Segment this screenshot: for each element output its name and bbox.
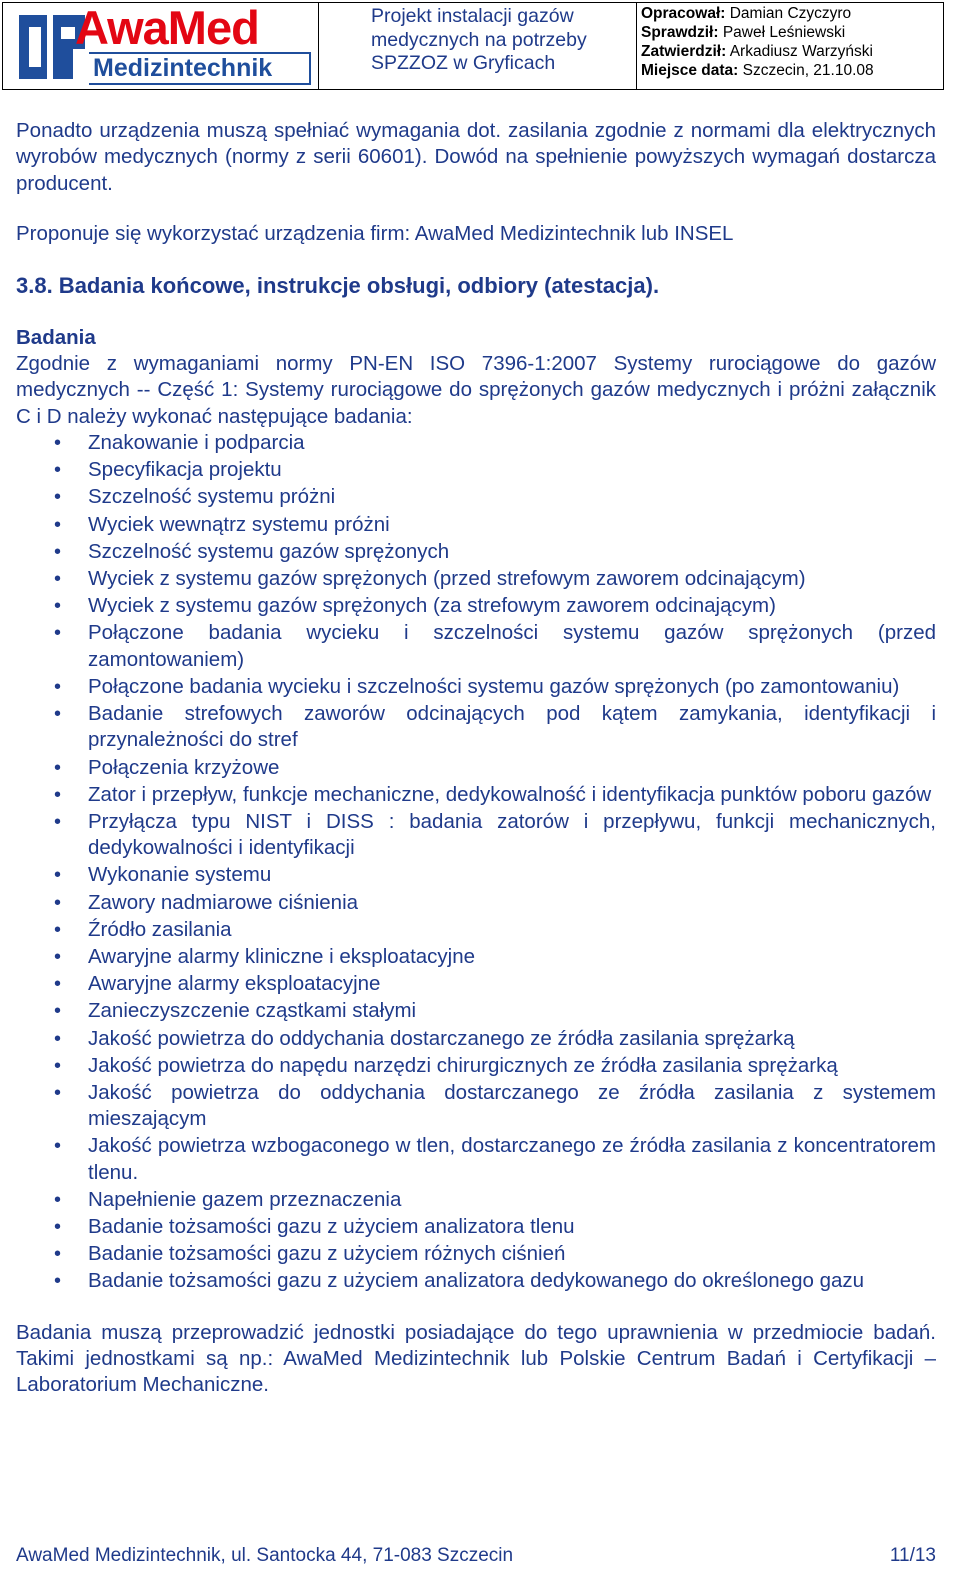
list-item: • Szczelność systemu próżni xyxy=(16,484,936,510)
list-item: • Zator i przepływ, funkcje mechaniczne, dedykowalność i identyfikacja punktów poboru gazów xyxy=(16,782,936,808)
list-item: • Specyfikacja projektu xyxy=(16,457,936,483)
list-item: • Znakowanie i podparcia xyxy=(16,430,936,456)
list-item: • Zanieczyszczenie cząstkami stałymi xyxy=(16,998,936,1024)
meta-label: Zatwierdził: xyxy=(641,43,727,60)
list-item: • Szczelność systemu gazów sprężonych xyxy=(16,539,936,565)
list-item: • Badanie strefowych zaworów odcinających pod kątem zamykania, identyfikacji i przynależności do stref xyxy=(16,701,936,754)
subheading-tests: Badania xyxy=(16,326,96,350)
paragraph-tests-intro: Zgodnie z wymaganiami normy PN-EN ISO 7396-1:2007 Systemy rurociągowe do gazów medycznych -- Część 1: Systemy rurociągowe do sprężonych gazów medycznych i próżni załącznik C i D należy wykonać następujące badania: xyxy=(16,352,936,428)
project-title-line: medycznych na potrzeby xyxy=(371,28,587,51)
meta-value: Paweł Leśniewski xyxy=(722,24,846,41)
meta-row-place-date xyxy=(641,61,943,80)
list-item: • Połączenia krzyżowe xyxy=(16,755,936,781)
paragraph-power-requirements: Ponadto urządzenia muszą spełniać wymagania dot. zasilania zgodnie z normami dla elektrycznych wyrobów medycznych (normy z serii 60601). Dowód na spełnienie powyższych wymagań dostarcza producent. xyxy=(16,119,936,195)
list-item: • Połączone badania wycieku i szczelności systemu gazów sprężonych (przed zamontowaniem) xyxy=(16,620,936,673)
list-item: • Badanie tożsamości gazu z użyciem różnych ciśnień xyxy=(16,1241,936,1267)
paragraph-proposed-devices: Proponuje się wykorzystać urządzenia firm: AwaMed Medizintechnik lub INSEL xyxy=(16,221,734,245)
project-title-line: Projekt instalacji gazów xyxy=(371,5,574,27)
page-number: 11/13 xyxy=(889,1545,936,1566)
meta-row-approved xyxy=(641,42,943,61)
company-logo xyxy=(3,3,319,89)
list-item: • Wyciek wewnątrz systemu próżni xyxy=(16,512,936,538)
meta-value: Arkadiusz Warzyński xyxy=(729,43,873,60)
page-footer xyxy=(16,1545,936,1567)
list-item: • Badanie tożsamości gazu z użyciem analizatora dedykowanego do określonego gazu xyxy=(16,1268,936,1294)
section-heading: 3.8. Badania końcowe, instrukcje obsługi, odbiory (atestacja). xyxy=(16,273,660,299)
project-title-line: SPZZOZ w Gryficach xyxy=(371,52,556,74)
list-item: • Jakość powietrza do oddychania dostarczanego ze źródła zasilania z systemem mieszającym xyxy=(16,1080,936,1133)
meta-row-checked xyxy=(641,23,943,42)
meta-value: Damian Czyczyro xyxy=(729,5,852,22)
list-item: • Napełnienie gazem przeznaczenia xyxy=(16,1187,936,1213)
page-content xyxy=(16,118,936,1399)
logo-subtitle: Medizintechnik xyxy=(93,54,273,82)
list-item: • Wyciek z systemu gazów sprężonych (przed strefowym zaworem odcinającym) xyxy=(16,566,936,592)
meta-row-author xyxy=(641,4,943,23)
list-item: • Połączone badania wycieku i szczelności systemu gazów sprężonych (po zamontowaniu) xyxy=(16,674,936,700)
list-item: • Awaryjne alarmy eksploatacyjne xyxy=(16,971,936,997)
list-item: • Jakość powietrza do napędu narzędzi chirurgicznych ze źródła zasilania sprężarką xyxy=(16,1053,936,1079)
list-item: • Jakość powietrza do oddychania dostarczanego ze źródła zasilania sprężarką xyxy=(16,1026,936,1052)
document-metadata xyxy=(637,3,943,89)
logo-wordmark: AwaMed xyxy=(75,3,259,54)
list-item: • Wykonanie systemu xyxy=(16,862,936,888)
list-item: • Jakość powietrza wzbogaconego w tlen, dostarczanego ze źródła zasilania z koncentratorem tlenu. xyxy=(16,1133,936,1186)
meta-label: Miejsce data: xyxy=(641,62,739,79)
list-item: • Źródło zasilania xyxy=(16,917,936,943)
paragraph-closing: Badania muszą przeprowadzić jednostki posiadające do tego uprawnienia w przedmiocie badań. Takimi jednostkami są np.: AwaMed Medizintechnik lub Polskie Centrum Badań i Certyfikacji – Laboratorium Mechaniczne. xyxy=(16,1320,936,1397)
meta-label: Opracował: xyxy=(641,5,726,22)
meta-value: Szczecin, 21.10.08 xyxy=(742,62,874,79)
list-item: • Zawory nadmiarowe ciśnienia xyxy=(16,890,936,916)
list-item: • Awaryjne alarmy kliniczne i eksploatacyjne xyxy=(16,944,936,970)
list-item: • Wyciek z systemu gazów sprężonych (za strefowym zaworem odcinającym) xyxy=(16,593,936,619)
list-item: • Badanie tożsamości gazu z użyciem analizatora tlenu xyxy=(16,1214,936,1240)
tests-list xyxy=(16,430,936,1295)
document-header xyxy=(2,2,944,90)
project-title xyxy=(319,3,637,89)
list-item: • Przyłącza typu NIST i DISS : badania zatorów i przepływu, funkcji mechanicznych, dedykowalności i identyfikacji xyxy=(16,809,936,862)
footer-address: AwaMed Medizintechnik, ul. Santocka 44, 71-083 Szczecin xyxy=(16,1545,514,1566)
meta-label: Sprawdził: xyxy=(641,24,719,41)
